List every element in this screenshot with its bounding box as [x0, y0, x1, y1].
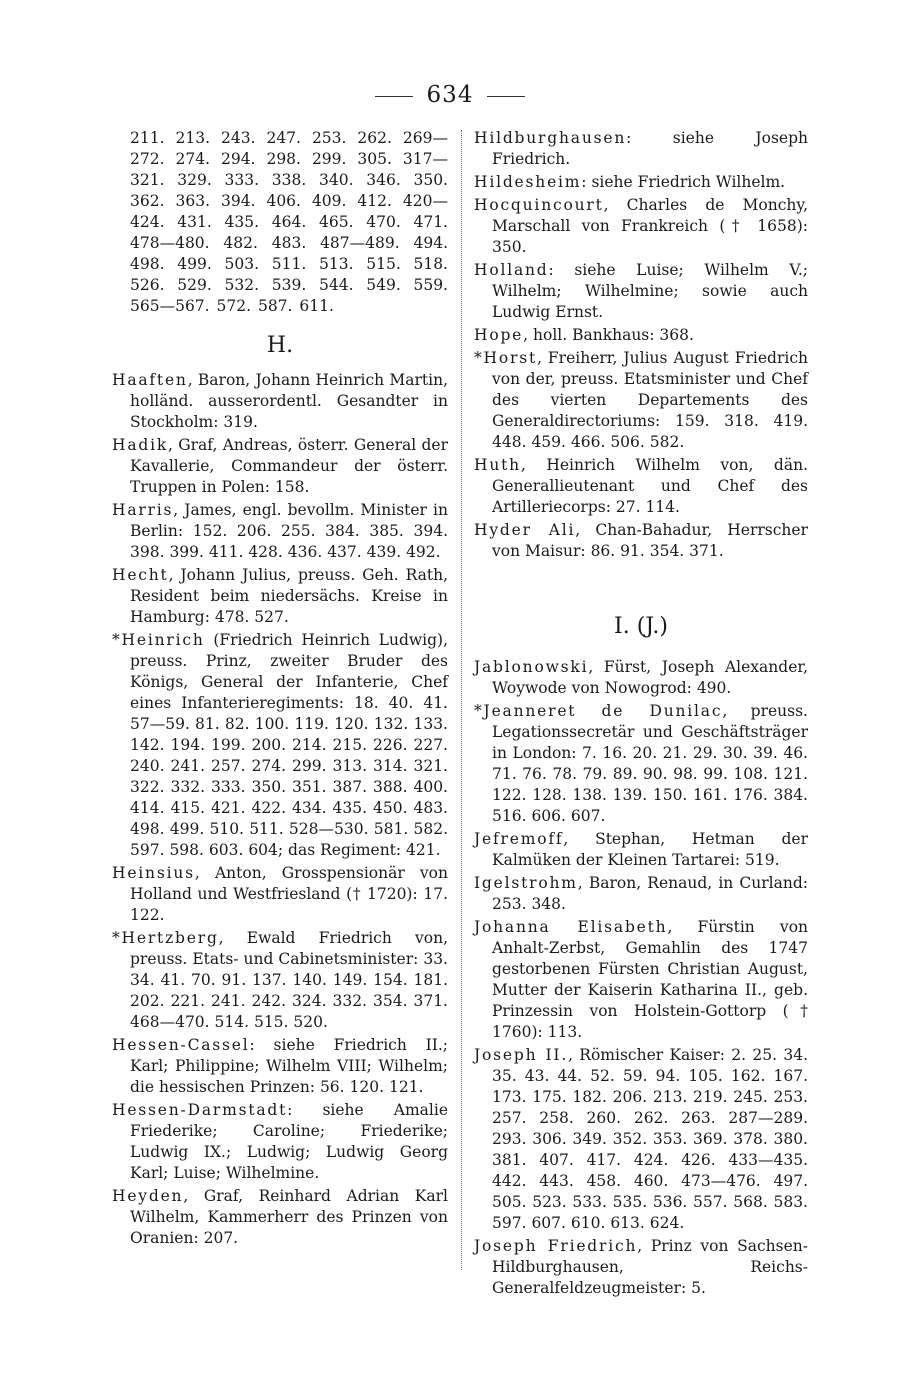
- entry-headword: Harris: [112, 501, 174, 519]
- entry-text: , Graf, Andreas, österr. General der Kavallerie, Commandeur der österr. Truppen in Polen: 158.: [130, 436, 448, 496]
- entry-text: , Anton, Grosspensionär von Holland und Westfriesland († 1720): 17. 122.: [130, 864, 448, 924]
- entry-headword: Jablonowski: [474, 658, 589, 676]
- entry-text: , Fürst, Joseph Alexander, Woywode von Nowogrod: 490.: [492, 658, 808, 697]
- entry-headword: Hessen-Cassel: [112, 1036, 250, 1054]
- entry-headword: Joseph II.: [474, 1046, 569, 1064]
- entry-headword: Heinsius: [112, 864, 195, 882]
- entry-text: , holl. Bankhaus: 368.: [523, 326, 694, 344]
- entry-text: (Friedrich Heinrich Ludwig), preuss. Prinz, zweiter Bruder des Königs, General der Infanterie, Chef eines Infanterieregiments: 18. 40. 41. 57—59. 81. 82. 100. 119. 120. 132. 133. 142. 194. 199. 200. 214. 215. 226. 227. 240. 241. 257. 274. 299. 313. 314. 321. 322. 332. 333. 350. 351. 387. 388. 400. 414. 415. 421. 422. 434. 435. 450. 483. 498. 499. 510. 511. 528—530. 581. 582. 597. 598. 603. 604; das Regiment: 421.: [130, 631, 448, 859]
- index-entry: [112, 500, 448, 563]
- entry-headword: Hessen-Darmstadt: [112, 1101, 288, 1119]
- index-entry: [112, 630, 448, 861]
- index-entry: [474, 455, 808, 518]
- entry-text: , Baron, Johann Heinrich Martin, holländ. ausserordentl. Gesandter in Stockholm: 319.: [130, 371, 448, 431]
- index-entry: [474, 260, 808, 323]
- entry-headword: *Jeanneret de Dunilac: [474, 702, 723, 720]
- index-entry: [112, 1035, 448, 1098]
- index-entry: [474, 348, 808, 453]
- entry-text: , Prinz von Sachsen-Hildburghausen, Reichs-Generalfeldzeugmeister: 5.: [492, 1237, 808, 1297]
- header-rule-left: [375, 96, 413, 97]
- section-heading-i: I. (J.): [614, 614, 668, 639]
- entry-text: , Charles de Monchy, Marschall von Frankreich († 1658): 350.: [492, 196, 808, 256]
- index-entry: [474, 172, 808, 193]
- entry-text: , Freiherr, Julius August Friedrich von der, preuss. Etatsminister und Chef des vierten Departements des Generaldirectoriums: 159. 318. 419. 448. 459. 466. 506. 582.: [492, 349, 808, 451]
- index-entry: [474, 657, 808, 699]
- entry-headword: Hadik: [112, 436, 169, 454]
- index-entry: [474, 128, 808, 170]
- entry-headword: Igelstrohm: [474, 874, 578, 892]
- entry-headword: Hyder Ali: [474, 521, 576, 539]
- entry-headword: Joseph Friedrich: [474, 1237, 638, 1255]
- entry-text: , Johann Julius, preuss. Geh. Rath, Resident beim niedersächs. Kreise in Hamburg: 478. 527.: [130, 566, 448, 626]
- entry-text: : siehe Joseph Friedrich.: [492, 129, 808, 168]
- entry-text: , Baron, Renaud, in Curland: 253. 348.: [492, 874, 808, 913]
- index-entry: [474, 1236, 808, 1299]
- index-entry: [474, 829, 808, 871]
- index-entry: [474, 195, 808, 258]
- index-entry: [112, 435, 448, 498]
- continuation-numbers: 211. 213. 243. 247. 253. 262. 269—272. 274. 294. 298. 299. 305. 317—321. 329. 333. 338. 340. 346. 350. 362. 363. 394. 406. 409. 412. 420—424. 431. 435. 464. 465. 470. 471. 478—480. 482. 483. 487—489. 494. 498. 499. 503. 511. 513. 515. 518. 526. 529. 532. 539. 544. 549. 559. 565—567. 572. 587. 611.: [130, 129, 448, 315]
- entry-headword: Hildesheim: [474, 173, 582, 191]
- left-column: [112, 128, 448, 1251]
- right-column: [474, 128, 808, 1301]
- entry-headword: Johanna Elisabeth: [474, 918, 668, 936]
- index-entry: [112, 1100, 448, 1184]
- entry-headword: Jefremoff: [474, 830, 564, 848]
- entry-headword: Hope: [474, 326, 524, 344]
- page-number: 634: [426, 82, 474, 108]
- entry-text: , Graf, Reinhard Adrian Karl Wilhelm, Kammerherr des Prinzen von Oranien: 207.: [130, 1187, 448, 1247]
- entry-text: , Römischer Kaiser: 2. 25. 34. 35. 43. 44. 52. 59. 94. 105. 162. 167. 173. 175. 182. 206. 213. 219. 245. 253. 257. 258. 260. 262. 263. 287—289. 293. 306. 349. 352. 353. 369. 378. 380. 381. 407. 417. 424. 426. 433—435. 442. 443. 458. 460. 473—476. 497. 505. 523. 533. 535. 536. 557. 568. 583. 597. 607. 610. 613. 624.: [492, 1046, 808, 1232]
- index-entry: [474, 917, 808, 1043]
- index-entry: [474, 873, 808, 915]
- entry-text: , Heinrich Wilhelm von, dän. Generallieutenant und Chef des Artilleriecorps: 27. 114.: [492, 456, 808, 516]
- entry-text: , Chan-Bahadur, Herrscher von Maisur: 86. 91. 354. 371.: [492, 521, 808, 560]
- index-entry: [474, 701, 808, 827]
- entry-headword: *Heinrich: [112, 631, 205, 649]
- section-heading-h: H.: [266, 333, 294, 358]
- entry-headword: Hecht: [112, 566, 169, 584]
- entry-text: : siehe Luise; Wilhelm V.; Wilhelm; Wilhelmine; sowie auch Ludwig Ernst.: [492, 261, 808, 321]
- entry-headword: Holland: [474, 261, 549, 279]
- entry-text: , preuss. Legationssecretär und Geschäftsträger in London: 7. 16. 20. 21. 29. 30. 39. 46. 71. 76. 78. 79. 89. 90. 98. 99. 108. 121. 122. 128. 138. 139. 150. 161. 176. 384. 516. 606. 607.: [492, 702, 808, 825]
- entry-text: , Fürstin von Anhalt-Zerbst, Gemahlin des 1747 gestorbenen Fürsten Christian August, Mutter der Kaiserin Katharina II., geb. Prinzessin von Holstein-Gottorp († 1760): 113.: [492, 918, 809, 1041]
- entry-text: , Stephan, Hetman der Kalmüken der Kleinen Tartarei: 519.: [492, 830, 808, 869]
- header-rule-right: [487, 96, 525, 97]
- entry-headword: Haaften: [112, 371, 188, 389]
- index-entry: [112, 1186, 448, 1249]
- index-entry: [474, 325, 808, 346]
- entry-text: : siehe Friedrich Wilhelm.: [581, 173, 786, 191]
- entry-text: : siehe Friedrich II.; Karl; Philippine; Wilhelm VIII; Wilhelm; die hessischen Prinzen: 56. 120. 121.: [130, 1036, 448, 1096]
- right-entries-i: [474, 657, 808, 1299]
- entry-headword: *Horst: [474, 349, 537, 367]
- index-entry: [474, 1045, 808, 1234]
- page-header: [0, 82, 900, 108]
- column-divider: [461, 130, 462, 1270]
- index-entry: [112, 370, 448, 433]
- entry-headword: Hildburghausen: [474, 129, 627, 147]
- right-entries-h: [474, 128, 808, 562]
- index-entry: [112, 928, 448, 1033]
- entry-headword: *Hertzberg: [112, 929, 219, 947]
- index-entry: [112, 863, 448, 926]
- left-entries: [112, 370, 448, 1249]
- entry-headword: Heyden: [112, 1187, 184, 1205]
- index-entry: [112, 565, 448, 628]
- entry-text: : siehe Amalie Friederike; Caroline; Friederike; Ludwig IX.; Ludwig; Ludwig Georg Karl; Luise; Wilhelmine.: [130, 1101, 448, 1182]
- entry-text: , Ewald Friedrich von, preuss. Etats- und Cabinetsminister: 33. 34. 41. 70. 91. 137. 140. 149. 154. 181. 202. 221. 241. 242. 324. 332. 354. 371. 468—470. 514. 515. 520.: [130, 929, 448, 1031]
- entry-headword: Hocquincourt: [474, 196, 604, 214]
- entry-headword: Huth: [474, 456, 521, 474]
- entry-text: , James, engl. bevollm. Minister in Berlin: 152. 206. 255. 384. 385. 394. 398. 399. 411. 428. 436. 437. 439. 492.: [130, 501, 448, 561]
- index-entry: [474, 520, 808, 562]
